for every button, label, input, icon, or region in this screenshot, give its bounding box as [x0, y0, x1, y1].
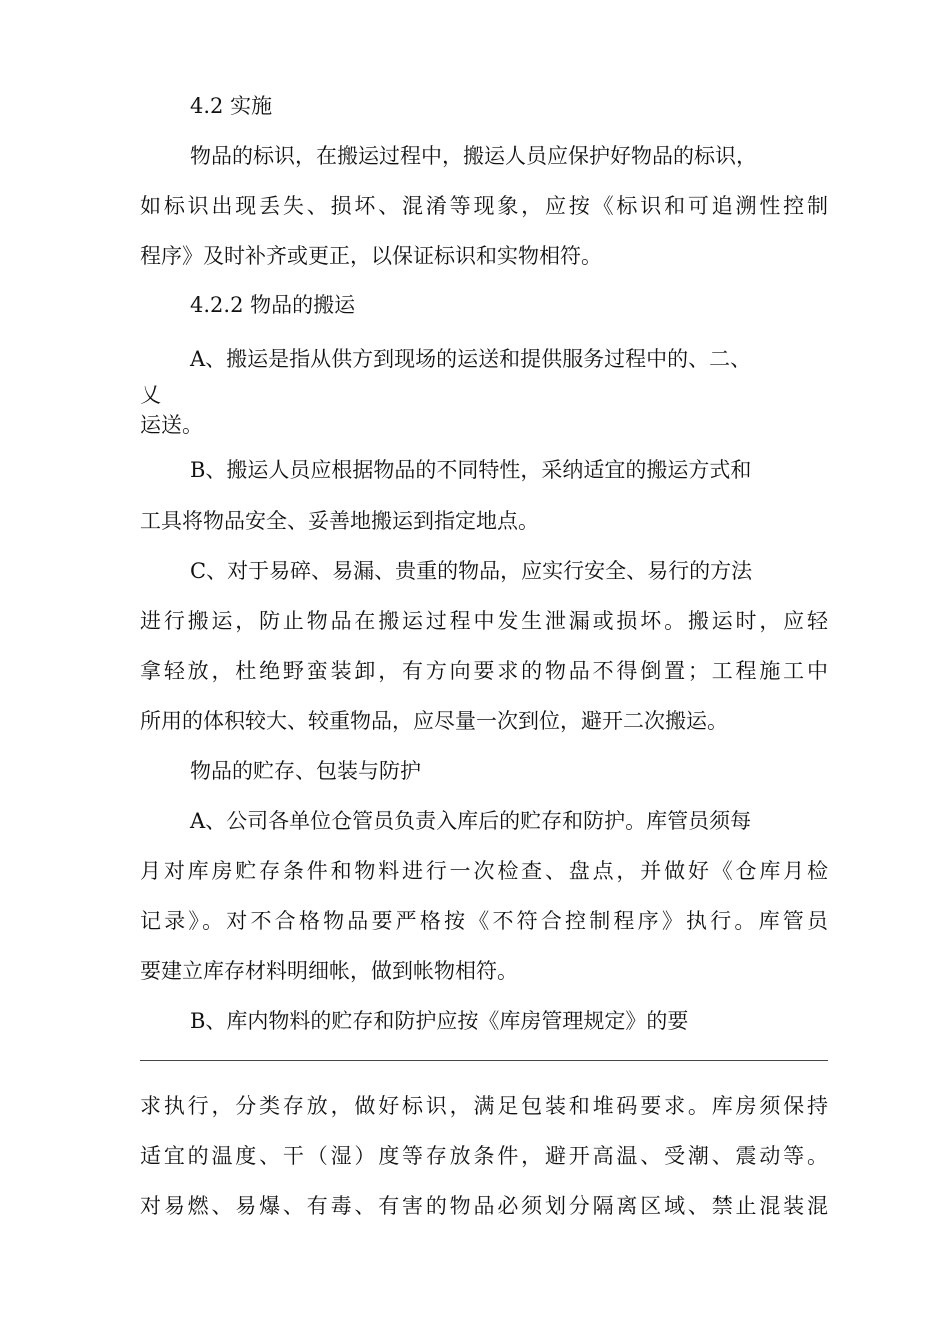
paragraph-line: 进行搬运，防止物品在搬运过程中发生泄漏或损坏。搬运时，应轻	[140, 609, 828, 633]
paragraph-line: 拿轻放，杜绝野蛮装卸，有方向要求的物品不得倒置；工程施工中	[140, 659, 828, 683]
paragraph-line: 对易燃、易爆、有毒、有害的物品必须划分隔离区域、禁止混装混	[140, 1194, 828, 1218]
paragraph-line: B、搬运人员应根据物品的不同特性，采纳适宜的搬运方式和	[190, 458, 752, 482]
paragraph-line: 要建立库存材料明细帐，做到帐物相符。	[140, 959, 518, 983]
paragraph-line: B、库内物料的贮存和防护应按《库房管理规定》的要	[190, 1009, 689, 1033]
paragraph-line: 适宜的温度、干（湿）度等存放条件，避开高温、受潮、震动等。	[140, 1144, 828, 1168]
paragraph-line: C、对于易碎、易漏、贵重的物品，应实行安全、易行的方法	[190, 559, 753, 583]
section-heading-storage: 物品的贮存、包装与防护	[190, 759, 421, 783]
paragraph-line: 运送。	[140, 413, 203, 437]
paragraph-line: 求执行，分类存放，做好标识，满足包装和堆码要求。库房须保持	[140, 1094, 828, 1118]
paragraph-line: 工具将物品安全、妥善地搬运到指定地点。	[140, 509, 539, 533]
paragraph-line: 月对库房贮存条件和物料进行一次检查、盘点，并做好《仓库月检	[140, 859, 828, 883]
section-heading-4-2-2: 4.2.2 物品的搬运	[190, 293, 356, 317]
paragraph-line: 所用的体积较大、较重物品，应尽量一次到位，避开二次搬运。	[140, 709, 728, 733]
page-break-divider	[140, 1060, 828, 1061]
paragraph-line: 如标识出现丢失、损坏、混淆等现象，应按《标识和可追溯性控制	[140, 194, 828, 218]
paragraph-line: 记录》。对不合格物品要严格按《不符合控制程序》执行。库管员	[140, 909, 828, 933]
section-heading-4-2: 4.2 实施	[190, 94, 273, 118]
paragraph-line: A、搬运是指从供方到现场的运送和提供服务过程中的、二、	[190, 347, 752, 371]
paragraph-line: 程序》及时补齐或更正，以保证标识和实物相符。	[140, 244, 602, 268]
paragraph-line: 乂	[140, 383, 161, 407]
paragraph-line: A、公司各单位仓管员负责入库后的贮存和防护。库管员须每	[190, 809, 752, 833]
paragraph-line: 物品的标识，在搬运过程中，搬运人员应保护好物品的标识，	[190, 144, 757, 168]
